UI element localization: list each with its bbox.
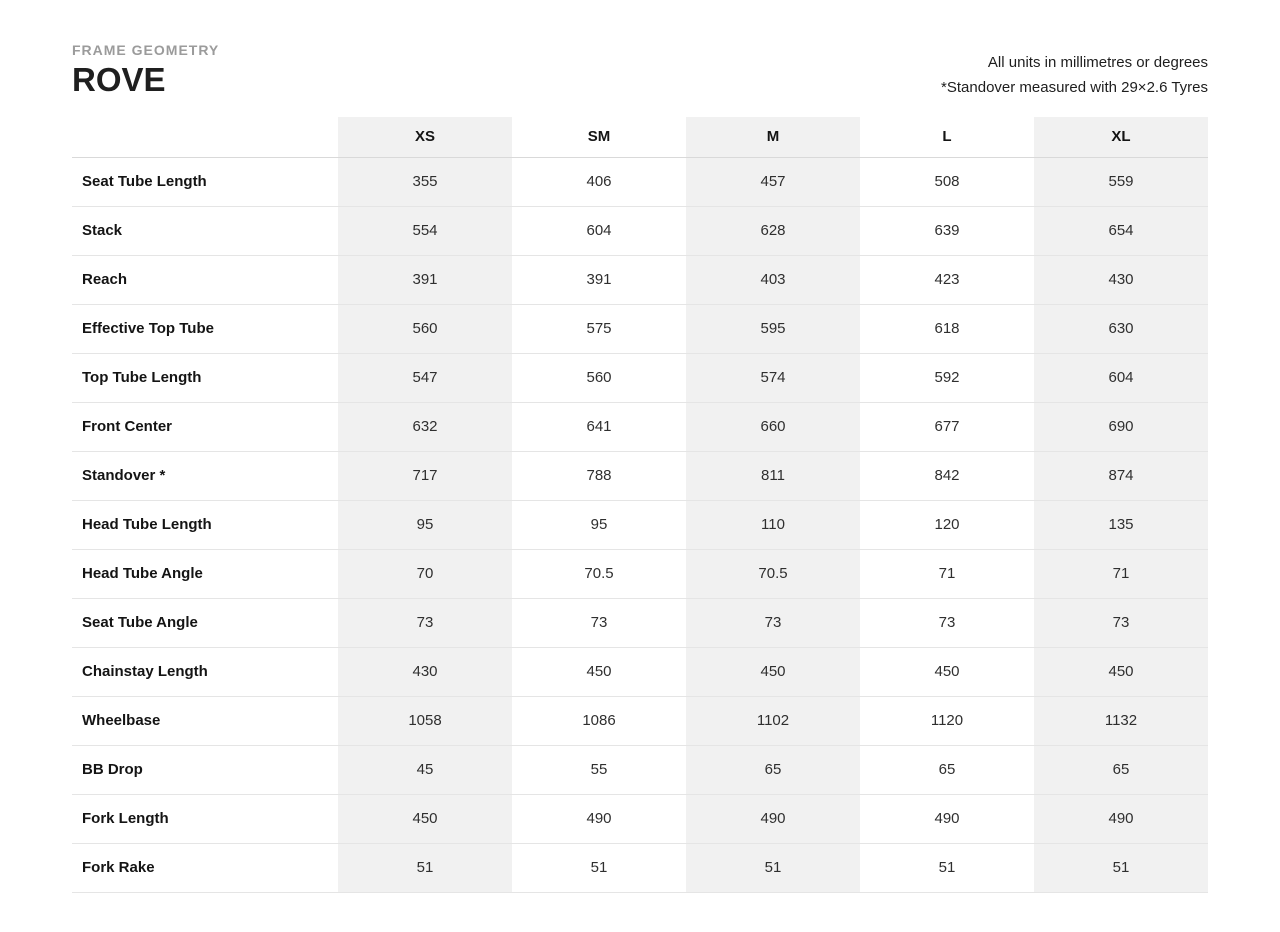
cell-value: 355 [338, 157, 512, 206]
cell-value: 717 [338, 451, 512, 500]
cell-value: 65 [1034, 745, 1208, 794]
row-label: BB Drop [82, 761, 143, 778]
row-label: Top Tube Length [82, 369, 202, 386]
cell-value: 630 [1034, 304, 1208, 353]
cell-value: 70.5 [686, 549, 860, 598]
cell-value: 73 [338, 598, 512, 647]
cell-value: 592 [934, 369, 960, 386]
page-title: ROVE [72, 61, 166, 98]
cell-value: 450 [1034, 647, 1208, 696]
cell-value: 1132 [1034, 696, 1208, 745]
row-label: Standover * [82, 467, 166, 484]
row-label: Fork Length [82, 810, 169, 827]
cell-value: 450 [338, 794, 512, 843]
table-row [72, 745, 1208, 794]
table-header-row [72, 117, 1208, 157]
title-block [72, 42, 219, 99]
cell-value: 560 [586, 369, 612, 386]
cell-value: 450 [934, 663, 960, 680]
notes-block [941, 50, 1208, 100]
cell-value: 65 [686, 745, 860, 794]
cell-value: 595 [686, 304, 860, 353]
cell-value: 811 [686, 451, 860, 500]
cell-value: 71 [1034, 549, 1208, 598]
cell-value: 45 [338, 745, 512, 794]
table-row [72, 696, 1208, 745]
table-row [72, 206, 1208, 255]
row-label: Effective Top Tube [82, 320, 214, 337]
table-body [72, 157, 1208, 892]
cell-value: 508 [934, 173, 960, 190]
cell-value: 51 [686, 843, 860, 892]
cell-value: 73 [938, 614, 956, 631]
cell-value: 135 [1034, 500, 1208, 549]
table-row [72, 402, 1208, 451]
table-row [72, 304, 1208, 353]
cell-value: 628 [686, 206, 860, 255]
cell-value: 391 [586, 271, 612, 288]
cell-value: 874 [1034, 451, 1208, 500]
cell-value: 73 [686, 598, 860, 647]
table-row [72, 549, 1208, 598]
cell-value: 430 [1034, 255, 1208, 304]
cell-value: 403 [686, 255, 860, 304]
row-label: Head Tube Length [82, 516, 212, 533]
row-label: Head Tube Angle [82, 565, 203, 582]
row-label: Seat Tube Angle [82, 614, 198, 631]
cell-value: 457 [686, 157, 860, 206]
table-row [72, 843, 1208, 892]
table-row [72, 500, 1208, 549]
row-label: Seat Tube Length [82, 173, 207, 190]
column-header-m: M [686, 117, 860, 157]
cell-value: 110 [686, 500, 860, 549]
corner-cell [72, 117, 338, 157]
cell-value: 788 [586, 467, 612, 484]
cell-value: 547 [338, 353, 512, 402]
row-label: Chainstay Length [82, 663, 208, 680]
cell-value: 120 [934, 516, 960, 533]
column-header-sm: SM [587, 128, 611, 146]
cell-value: 51 [1034, 843, 1208, 892]
row-label: Front Center [82, 418, 172, 435]
units-note: All units in millimetres or degrees [987, 54, 1208, 71]
cell-value: 51 [590, 859, 608, 876]
row-label: Stack [82, 222, 123, 239]
cell-value: 73 [1034, 598, 1208, 647]
standover-note: *Standover measured with 29×2.6 Tyres [941, 79, 1208, 96]
column-header-xl: XL [1034, 117, 1208, 157]
cell-value: 490 [934, 810, 960, 827]
cell-value: 632 [338, 402, 512, 451]
cell-value: 1058 [338, 696, 512, 745]
cell-value: 51 [938, 859, 956, 876]
cell-value: 450 [586, 663, 612, 680]
table-row [72, 353, 1208, 402]
cell-value: 618 [934, 320, 960, 337]
cell-value: 677 [934, 418, 960, 435]
row-label: Wheelbase [82, 712, 161, 729]
table-row [72, 647, 1208, 696]
cell-value: 560 [338, 304, 512, 353]
geometry-table [72, 117, 1208, 893]
cell-value: 430 [338, 647, 512, 696]
cell-value: 559 [1034, 157, 1208, 206]
cell-value: 1120 [930, 712, 964, 729]
cell-value: 51 [338, 843, 512, 892]
cell-value: 71 [938, 565, 956, 582]
cell-value: 391 [338, 255, 512, 304]
cell-value: 575 [586, 320, 612, 337]
table-row [72, 794, 1208, 843]
cell-value: 1086 [582, 712, 616, 729]
cell-value: 842 [934, 467, 960, 484]
table-row [72, 451, 1208, 500]
cell-value: 65 [938, 761, 956, 778]
masthead [72, 42, 1208, 100]
section-label: FRAME GEOMETRY [72, 42, 220, 58]
cell-value: 1102 [686, 696, 860, 745]
cell-value: 406 [586, 173, 612, 190]
cell-value: 70.5 [584, 565, 614, 582]
cell-value: 423 [934, 271, 960, 288]
row-label: Reach [82, 271, 128, 288]
cell-value: 73 [590, 614, 608, 631]
cell-value: 490 [1034, 794, 1208, 843]
cell-value: 55 [590, 761, 608, 778]
cell-value: 490 [686, 794, 860, 843]
cell-value: 70 [338, 549, 512, 598]
cell-value: 654 [1034, 206, 1208, 255]
cell-value: 690 [1034, 402, 1208, 451]
cell-value: 95 [590, 516, 608, 533]
cell-value: 490 [586, 810, 612, 827]
cell-value: 641 [586, 418, 612, 435]
cell-value: 95 [338, 500, 512, 549]
cell-value: 574 [686, 353, 860, 402]
cell-value: 639 [934, 222, 960, 239]
cell-value: 604 [586, 222, 612, 239]
row-label: Fork Rake [82, 859, 155, 876]
cell-value: 450 [686, 647, 860, 696]
cell-value: 660 [686, 402, 860, 451]
column-header-xs: XS [338, 117, 512, 157]
table-row [72, 598, 1208, 647]
cell-value: 604 [1034, 353, 1208, 402]
cell-value: 554 [338, 206, 512, 255]
column-header-l: L [942, 128, 952, 146]
table-row [72, 255, 1208, 304]
table-row [72, 157, 1208, 206]
